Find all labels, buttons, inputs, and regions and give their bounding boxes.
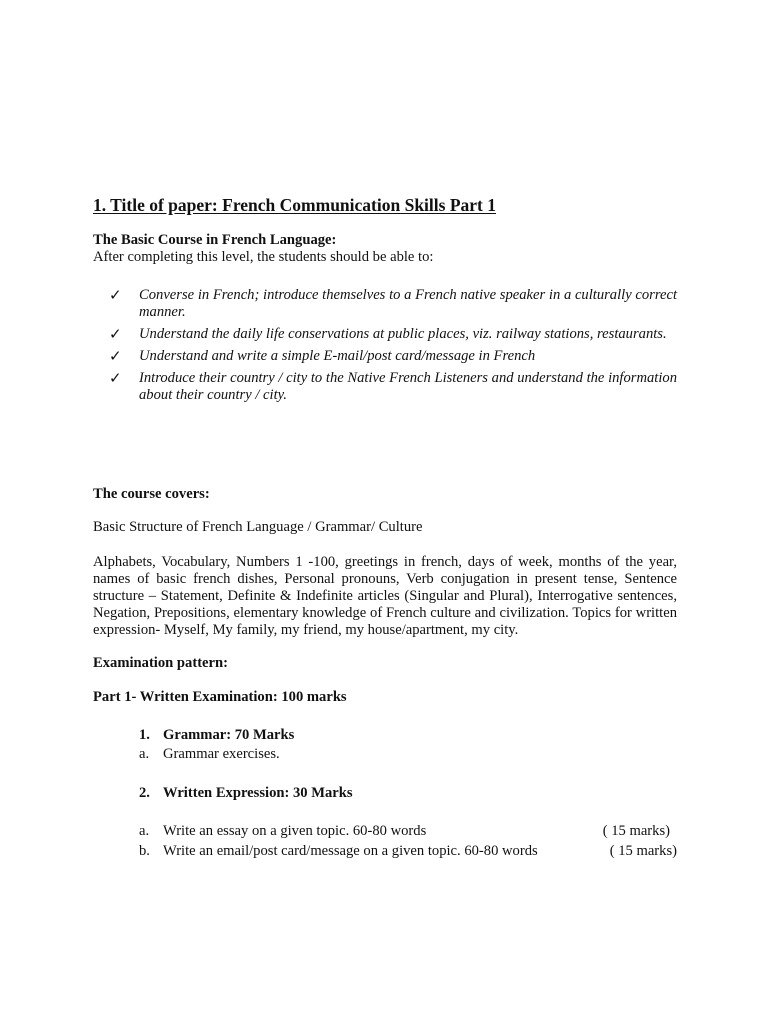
list-item: a. Grammar exercises. (139, 746, 280, 762)
list-item: a. Write an essay on a given topic. 60-80 words ( 15 marks) (139, 823, 670, 839)
course-covers-subtitle: Basic Structure of French Language / Grammar/ Culture (93, 519, 423, 535)
checkmark-icon: ✓ (109, 286, 122, 304)
course-covers-paragraph: Alphabets, Vocabulary, Numbers 1 -100, greetings in french, days of week, months of the year, names of basic french dishes, Personal pronouns, Verb conjugation in present tense, Sentence structure – Statement, Definite & Indefinite articles (Singular and Plural), Interrogative sentences, Negation, Prepositions, elementary knowledge of French culture and civilization. Topics for written expression- Myself, My family, my friend, my house/apartment, my city. (93, 554, 677, 638)
list-item: ✓ Understand and write a simple E-mail/post card/message in French (109, 347, 536, 365)
written-exam-heading: Part 1- Written Examination: 100 marks (93, 689, 347, 705)
exam-pattern-heading: Examination pattern: (93, 655, 228, 671)
checkmark-icon: ✓ (109, 325, 122, 343)
list-item: ✓ Introduce their country / city to the Native French Listeners and understand the information about their country / city. (109, 369, 677, 403)
basic-course-heading: The Basic Course in French Language: (93, 232, 337, 248)
course-covers-heading: The course covers: (93, 486, 210, 502)
page-title: 1. Title of paper: French Communication Skills Part 1 (93, 195, 496, 215)
list-item: ✓ Understand the daily life conservations at public places, viz. railway stations, restaurants. (109, 325, 667, 343)
basic-course-intro: After completing this level, the students should be able to: (93, 249, 434, 265)
list-item: b. Write an email/post card/message on a given topic. 60-80 words ( 15 marks) (139, 843, 677, 859)
written-expression-heading: 2. Written Expression: 30 Marks (139, 785, 353, 801)
checkmark-icon: ✓ (109, 347, 122, 365)
grammar-section-heading: 1. Grammar: 70 Marks (139, 727, 295, 743)
checkmark-icon: ✓ (109, 369, 122, 387)
marks-label: ( 15 marks) (609, 843, 677, 859)
learning-outcomes-list (109, 287, 677, 409)
list-item: ✓ Converse in French; introduce themselves to a French native speaker in a culturally correct manner. (109, 286, 677, 320)
marks-label: ( 15 marks) (602, 823, 670, 839)
